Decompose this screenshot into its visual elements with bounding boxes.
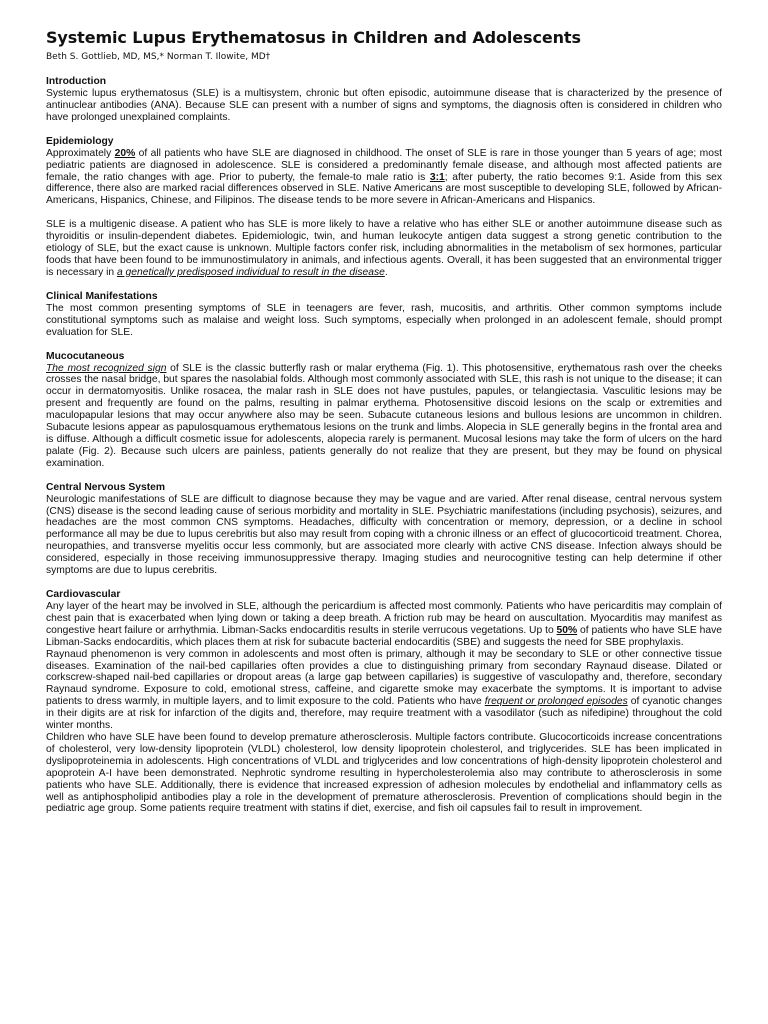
section-introduction (46, 76, 722, 124)
text-run: of SLE is the classic butterfly rash or malar erythema (Fig. 1). This photosensitive, erythematous rash over the cheeks crosses the nasal bridge, but spares the nasolabial folds. Although most commonly associated with SLE, this rash is not unique to the disease; it can occur in dermatomyositis. Unlike rosacea, the malar rash in SLE does not have pustules, papules, or telangiectasia. Vasculitic lesions may be present and frequently are found on the palms, resulting in palmar erythema. Photosensitive discoid lesions on the scalp or extremities and maculopapular lesions that may occur anywhere also may be seen. Subacute cutaneous lesions and bullous lesions are uncommon in children. Subacute lesions appear as papulosquamous erythematous lesions on the trunk and limbs. Alopecia in SLE generally begins in the frontal area and is diffuse. Although a difficult cosmetic issue for adolescents, alopecia rarely is permanent. Mucosal lesions may take the form of ulcers on the hard palate (Fig. 2). Because such ulcers are painless, patients generally do not realize that they are present, but they may be found on physical examination. (46, 362, 722, 469)
emphasis-percent: 50% (556, 624, 578, 636)
emphasis-percent: 20% (114, 147, 136, 159)
section-epidemiology (46, 136, 722, 279)
section-heading: Cardiovascular (46, 589, 121, 600)
text-run: of patients who have SLE have Libman-Sacks endocarditis, which places them at risk for subacute bacterial endocarditis (SBE) and suggests the need for SBE prophylaxis. (46, 624, 722, 648)
text-run: Any layer of the heart may be involved in SLE, although the pericardium is affected most commonly. Patients who have pericarditis may complain of chest pain that is exacerbated when lying down or taking a deep breath. A friction rub may be heard on auscultation. Myocarditis may manifest as congestive heart failure or arrhythmia. Libman-Sacks endocarditis results in sterile verrucous vegetations. Up to (46, 601, 722, 636)
paragraph: The most common presenting symptoms of SLE in teenagers are fever, rash, mucositis, and arthritis. Other common symptoms include constitutional symptoms such as malaise and weight loss. Such symptoms, especially when prolonged in an adolescent female, should prompt evaluation for SLE. (46, 302, 722, 338)
text-run: ; after puberty, the ratio becomes 9:1. Aside from this sex difference, there also are marked racial differences observed in SLE. Native Americans are most susceptible to developing SLE, followed by African-Americans, Hispanics, Chinese, and Filipinos. The disease tends to be more severe in African-Americans and Hispanics. (46, 171, 722, 207)
author-line: Beth S. Gottlieb, MD, MS,* Norman T. Ilowite, MD† (46, 52, 271, 62)
emphasis-ratio: 3:1 (429, 171, 445, 183)
section-central-nervous-system (46, 482, 722, 577)
section-clinical-manifestations (46, 291, 722, 339)
section-heading: Clinical Manifestations (46, 290, 158, 302)
text-run: Approximately (46, 147, 115, 159)
emphasis-phrase: frequent or prolonged episodes (484, 696, 628, 708)
section-cardiovascular (46, 589, 722, 815)
text-run: Raynaud phenomenon is very common in adolescents and most often is primary, although it may be secondary to SLE or other connective tissue diseases. Examination of the nail-bed capillaries often provides a clue to distinguishing primary from secondary Raynaud disease. Dilated or corkscrew-shaped nail-bed capillaries or dropout areas (a large gap between capillaries) is suggestive of vasculopathy and, therefore, secondary Raynaud syndrome. Exposure to cold, emotional stress, caffeine, and cigarette smoke may exacerbate the symptoms. It is important to advise patients to dress warmly, in multiple layers, and to limit exposure to the cold. Patients who have (46, 648, 722, 708)
text-run: . (384, 266, 388, 278)
paragraph: Systemic lupus erythematosus (SLE) is a multisystem, chronic but often episodic, autoimmune disease that is characterized by the presence of antinuclear antibodies (ANA). Because SLE can present with a number of signs and symptoms, the diagnosis often is considered in children who have prolonged unexplained complaints. (46, 88, 722, 123)
section-heading: Central Nervous System (46, 481, 166, 493)
section-mucocutaneous (46, 351, 722, 470)
text-run: SLE is a multigenic disease. A patient who has SLE is more likely to have a relative who has either SLE or another autoimmune disease such as thyroiditis or insulin-dependent diabetes. Epidemiologic, twin, and human leukocyte antigen data suggest a strong genetic contribution to the etiology of SLE, but the exact cause is unknown. Multiple factors confer risk, including abnormalities in the metabolism of sex hormones, particular foods that have been found to be immunostimulatory in animals, and infectious agents. Overall, it has been suggested that an environmental trigger is necessary in (46, 219, 722, 278)
section-heading: Epidemiology (46, 135, 114, 147)
paragraph: Children who have SLE have been found to develop premature atherosclerosis. Multiple factors contribute. Glucocorticoids increase concentrations of cholesterol, very low-density lipoprotein (VLDL) cholesterol, low density lipoprotein cholesterol, and triglycerides. SLE has been implicated in dyslipoproteinemia in adolescents. High concentrations of VLDL and triglycerides and low concentrations of high-density lipoprotein cholesterol and apoprotein A-I have been demonstrated. Nephrotic syndrome resulting in hypercholesterolemia also may contribute to atherosclerosis in some patients who have SLE. Additionally, there is evidence that increased expression of adhesion molecules by endothelial and inflammatory cells as well as antiphospholipid antibodies play a role in the development of premature atherosclerosis. Prevention of complications should begin in the pediatric age group. Some patients require treatment with statins if diet, exercise, and fish oil capsules fail to result in improvement. (46, 731, 722, 815)
paragraph: Neurologic manifestations of SLE are difficult to diagnose because they may be vague and are varied. After renal disease, central nervous system (CNS) disease is the second leading cause of serious morbidity and mortality in SLE. Psychiatric manifestations (including psychosis), seizures, and headaches are the most common CNS symptoms. Headaches, difficulty with concentration or memory, depression, or a decline in school performance all may be due to lupus cerebritis but also may result from coping with a chronic illness or an effect of glucocorticoid treatment. Chorea, neuropathies, and transverse myelitis occur less commonly, but are associated more clearly with active CNS disease. Infection always should be considered, especially in those receiving immunosuppressive therapy. Imaging studies and neurocognitive testing can help determine if other symptoms are due to lupus cerebritis. (46, 493, 722, 577)
emphasis-phrase: The most recognized sign (46, 362, 167, 374)
section-heading: Mucocutaneous (46, 350, 125, 362)
paragraph (46, 363, 722, 470)
section-heading: Introduction (46, 76, 107, 87)
emphasis-phrase: a genetically predisposed individual to result in the disease (116, 266, 385, 278)
paragraph (46, 649, 722, 732)
text-run: of cyanotic changes in their digits are at risk for infarction of the digits and, therefore, may require treatment with a vasodilator (such as nifedipine) throughout the cold winter months. (46, 696, 723, 732)
paragraph (46, 148, 722, 208)
paragraph (46, 601, 722, 649)
document-title: Systemic Lupus Erythematosus in Children and Adolescents (46, 28, 581, 47)
paragraph (46, 219, 722, 279)
text-run: of all patients who have SLE are diagnosed in childhood. The onset of SLE is rare in those younger than 5 years of age; most pediatric patients are diagnosed in adolescence. SLE is considered a predominantly female disease, and although most affected patients are female, the ratio changes with age. Prior to puberty, the female-to male ratio is (46, 147, 722, 183)
